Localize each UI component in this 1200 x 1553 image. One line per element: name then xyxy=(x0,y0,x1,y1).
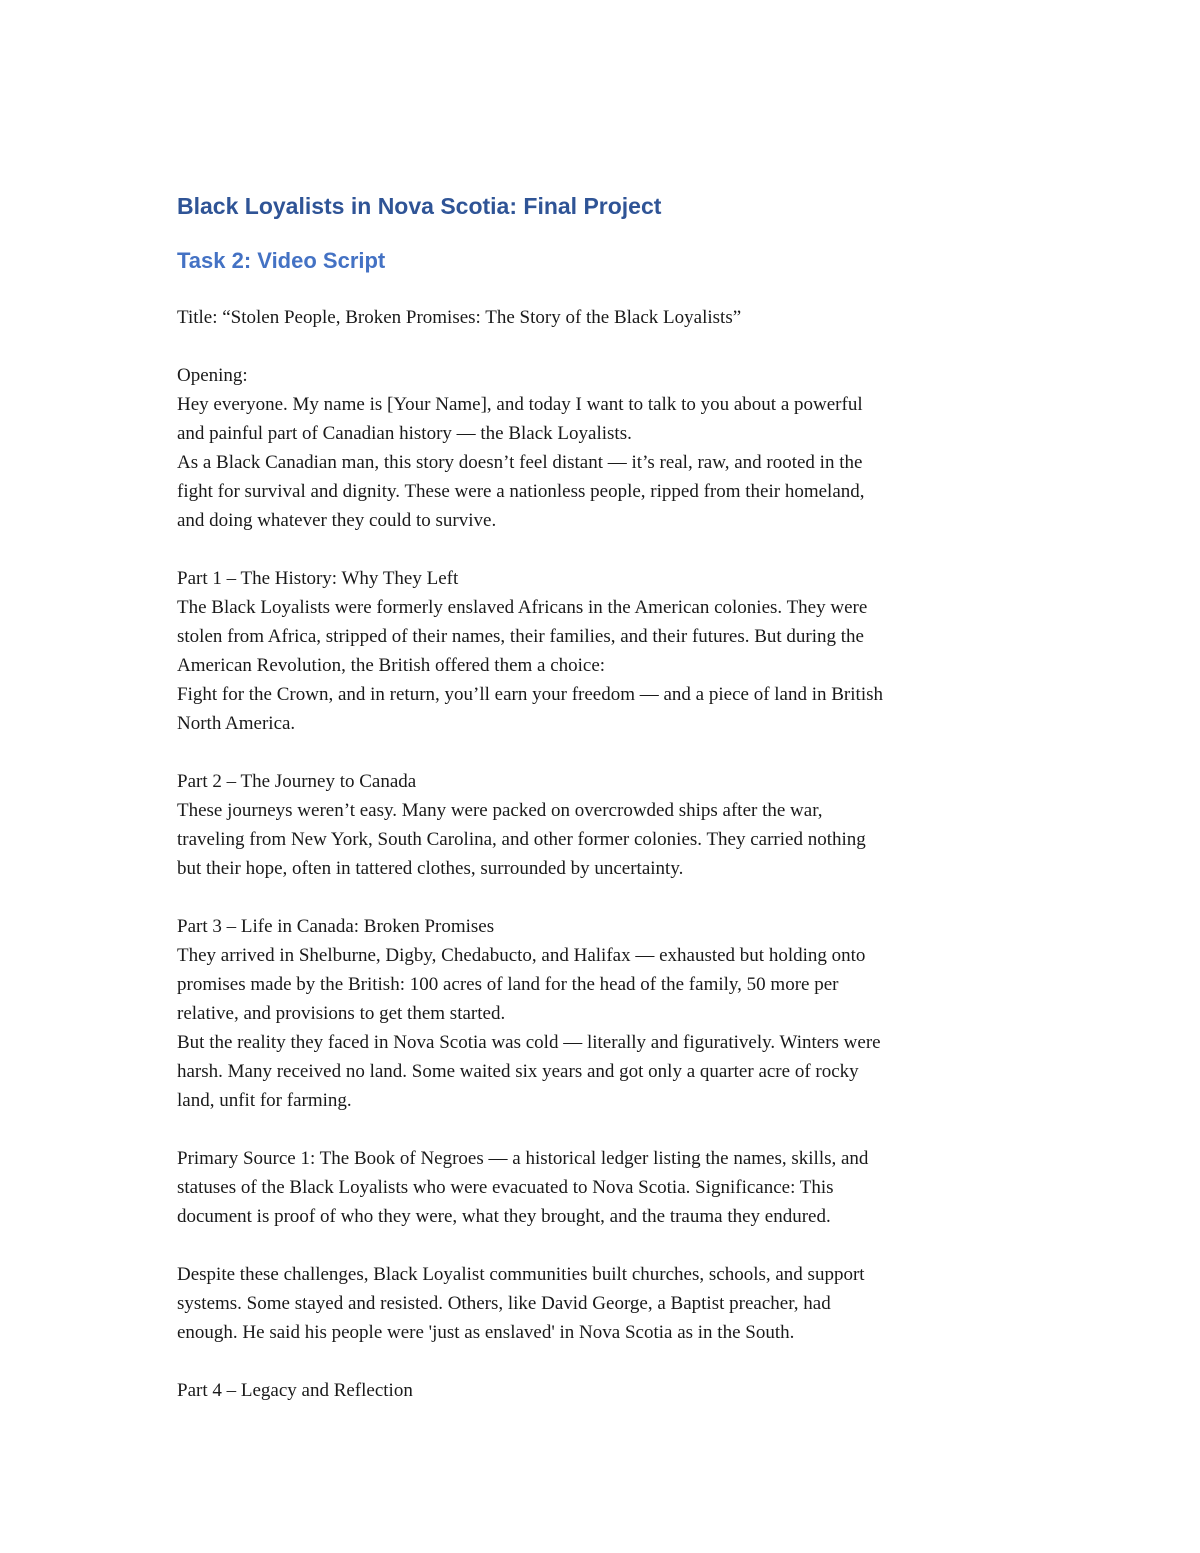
part1-line: American Revolution, the British offered them a choice: xyxy=(177,655,606,676)
opening-line: and doing whatever they could to survive. xyxy=(177,510,497,531)
opening-line: and painful part of Canadian history — the Black Loyalists. xyxy=(177,423,632,444)
primary-source-line: statuses of the Black Loyalists who were evacuated to Nova Scotia. Significance: This xyxy=(177,1177,834,1198)
part3-line: harsh. Many received no land. Some waited six years and got only a quarter acre of rocky xyxy=(177,1061,859,1082)
communities-line: Despite these challenges, Black Loyalist communities built churches, schools, and support xyxy=(177,1264,865,1285)
opening-line: As a Black Canadian man, this story doesn’t feel distant — it’s real, raw, and rooted in the xyxy=(177,452,863,473)
primary-source-section xyxy=(177,1144,1037,1231)
part3-section xyxy=(177,912,1037,1115)
part3-line: But the reality they faced in Nova Scotia was cold — literally and figuratively. Winters were xyxy=(177,1032,881,1053)
opening-line: fight for survival and dignity. These were a nationless people, ripped from their homeland, xyxy=(177,481,865,502)
communities-line: enough. He said his people were 'just as enslaved' in Nova Scotia as in the South. xyxy=(177,1322,795,1343)
part3-line: promises made by the British: 100 acres of land for the head of the family, 50 more per xyxy=(177,974,839,995)
document-title: Black Loyalists in Nova Scotia: Final Project xyxy=(177,193,662,219)
part2-heading: Part 2 – The Journey to Canada xyxy=(177,771,417,792)
part3-line: relative, and provisions to get them started. xyxy=(177,1003,506,1024)
part1-line: The Black Loyalists were formerly enslaved Africans in the American colonies. They were xyxy=(177,597,868,618)
part3-heading: Part 3 – Life in Canada: Broken Promises xyxy=(177,916,495,937)
part4-heading: Part 4 – Legacy and Reflection xyxy=(177,1380,413,1401)
part4-section xyxy=(177,1376,1037,1405)
primary-source-line: Primary Source 1: The Book of Negroes — a historical ledger listing the names, skills, and xyxy=(177,1148,869,1169)
part2-line: but their hope, often in tattered clothes, surrounded by uncertainty. xyxy=(177,858,684,879)
primary-source-line: document is proof of who they were, what they brought, and the trauma they endured. xyxy=(177,1206,831,1227)
part3-line: land, unfit for farming. xyxy=(177,1090,352,1111)
part1-heading: Part 1 – The History: Why They Left xyxy=(177,568,459,589)
script-title-line: Title: “Stolen People, Broken Promises: The Story of the Black Loyalists” xyxy=(177,307,742,328)
part2-section xyxy=(177,767,1037,883)
part2-line: These journeys weren’t easy. Many were packed on overcrowded ships after the war, xyxy=(177,800,823,821)
part1-line: Fight for the Crown, and in return, you’ll earn your freedom — and a piece of land in British xyxy=(177,684,883,705)
part3-line: They arrived in Shelburne, Digby, Chedabucto, and Halifax — exhausted but holding onto xyxy=(177,945,866,966)
part1-line: stolen from Africa, stripped of their names, their families, and their futures. But during the xyxy=(177,626,864,647)
part1-line: North America. xyxy=(177,713,296,734)
document-subtitle: Task 2: Video Script xyxy=(177,248,386,273)
part1-section xyxy=(177,564,1037,738)
opening-section xyxy=(177,361,1037,535)
communities-section xyxy=(177,1260,1037,1347)
communities-line: systems. Some stayed and resisted. Others, like David George, a Baptist preacher, had xyxy=(177,1293,831,1314)
part2-line: traveling from New York, South Carolina, and other former colonies. They carried nothing xyxy=(177,829,866,850)
script-title xyxy=(177,303,1037,332)
opening-heading: Opening: xyxy=(177,365,248,386)
opening-line: Hey everyone. My name is [Your Name], and today I want to talk to you about a powerful xyxy=(177,394,863,415)
document-content xyxy=(177,190,1037,1434)
